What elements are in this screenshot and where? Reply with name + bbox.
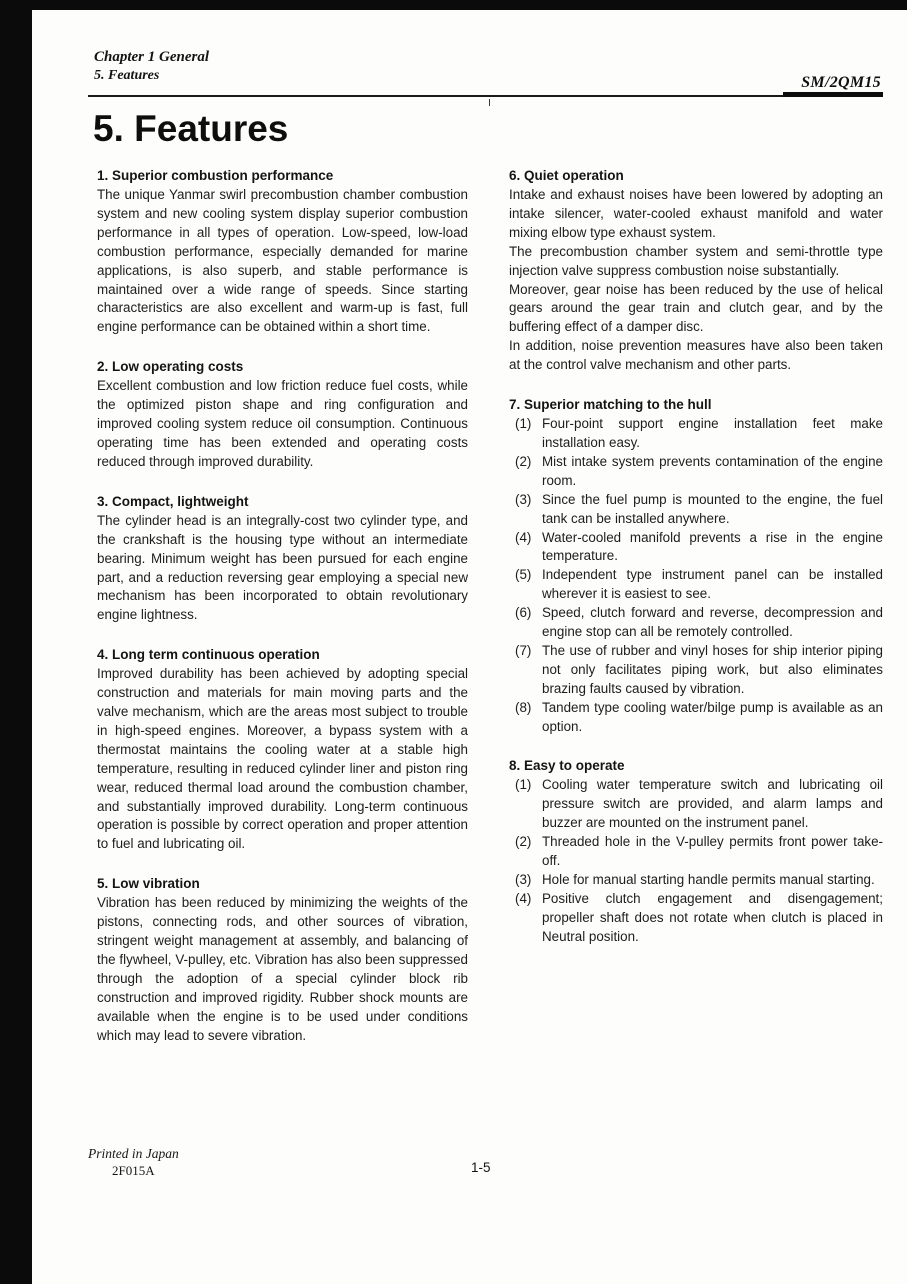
item-number: (4)	[515, 890, 532, 906]
numbered-item	[509, 871, 883, 890]
page-title: 5. Features	[93, 108, 289, 149]
section-paragraph: The unique Yanmar swirl precombustion chamber combustion system and new cooling system display superior combustion performance in all types of operation. Low-speed, low-load combustion performance, especially demanded for marine applications, is also superb, and stable performance is maintained over a wide range of speeds. Since starting characteristics are also excellent and warm-up is fast, full engine performance can be obtained within a short time.	[97, 187, 468, 335]
section-heading: 3. Compact, lightweight	[97, 493, 249, 509]
section-paragraph: Vibration has been reduced by minimizing the weights of the pistons, connecting rods, and other sources of vibration, stringent weight management at assembly, and balancing of the flywheel, V-pulley, etc. Vibration has also been suppressed through the adoption of a special cylinder block rib construction and improved rigidity. Rubber shock mounts are available when the engine is to be used under conditions which may lead to severe vibration.	[97, 895, 468, 1043]
numbered-item	[509, 776, 883, 833]
section	[97, 645, 468, 854]
item-text: Four-point support engine installation feet make installation easy.	[542, 416, 883, 450]
numbered-item	[509, 566, 883, 604]
item-number: (2)	[515, 834, 532, 850]
header-rule-thick-segment	[783, 92, 883, 97]
page-header	[94, 48, 883, 91]
item-text: The use of rubber and vinyl hoses for ship interior piping not only facilitates piping work, but also eliminates brazing faults caused by vibration.	[542, 642, 883, 696]
section-subtitle: 5. Features	[94, 68, 160, 83]
numbered-item	[509, 642, 883, 699]
section-paragraph: Improved durability has been achieved by adopting special construction and materials for main moving parts and the valve mechanism, which are the areas most subject to trouble in high-speed engines. Moreover, a bypass system with a thermostat maintains the cooling water at a stable high temperature, resulting in reduced cylinder liner and piston ring wear, reduced thermal load around the combustion chamber, and substantially improved durability. Long-term continuous operation is possible by correct operation and proper attention to fuel and lubricating oil.	[97, 666, 468, 852]
item-text: Speed, clutch forward and reverse, decompression and engine stop can all be remotely controlled.	[542, 605, 883, 640]
section-paragraph: Moreover, gear noise has been reduced by the use of helical gears around the gear train and clutch gear, and by the buffering effect of a damper disc.	[509, 281, 883, 335]
center-tick-mark	[489, 99, 490, 106]
section	[97, 492, 468, 625]
section-heading: 8. Easy to operate	[509, 758, 625, 774]
numbered-item	[509, 604, 883, 642]
section	[509, 166, 883, 375]
print-code: 2F015A	[112, 1163, 155, 1178]
item-number: (4)	[515, 529, 532, 545]
scan-edge-left	[0, 0, 32, 1284]
section-paragraph: Excellent combustion and low friction reduce fuel costs, while the optimized piston shape and ring configuration and improved cooling system reduce oil consumption. Continuous operating time has been extended and operating costs reduced through improved durability.	[97, 378, 468, 469]
item-number: (8)	[515, 699, 532, 715]
chapter-title: Chapter 1 General	[94, 49, 210, 65]
item-text: Cooling water temperature switch and lubricating oil pressure switch are provided, and alarm lamps and buzzer are mounted on the instrument panel.	[542, 777, 883, 831]
content-columns	[97, 166, 883, 1066]
section	[509, 756, 883, 946]
section	[509, 395, 883, 736]
section	[97, 166, 468, 337]
numbered-item	[509, 833, 883, 871]
item-text: Hole for manual starting handle permits manual starting.	[542, 872, 875, 887]
numbered-item	[509, 491, 883, 529]
numbered-item	[509, 453, 883, 491]
doc-code: SM/2QM15	[801, 74, 881, 91]
section-paragraph: In addition, noise prevention measures have also been taken at the control valve mechanism and other parts.	[509, 338, 883, 373]
section-heading: 6. Quiet operation	[509, 168, 624, 183]
item-number: (1)	[515, 777, 532, 793]
section-paragraph: Intake and exhaust noises have been lowered by adopting an intake silencer, water-cooled exhaust manifold and water mixing elbow type exhaust system.	[509, 187, 883, 240]
item-number: (3)	[515, 872, 532, 887]
item-number: (2)	[515, 453, 532, 469]
section-heading: 2. Low operating costs	[97, 359, 244, 375]
item-text: Mist intake system prevents contamination of the engine room.	[542, 453, 883, 488]
item-number: (1)	[515, 416, 532, 432]
header-rule	[88, 95, 883, 97]
item-number: (5)	[515, 567, 532, 583]
section-heading: 7. Superior matching to the hull	[509, 397, 712, 413]
section-paragraph: The precombustion chamber system and semi-throttle type injection valve suppress combustion noise substantially.	[509, 243, 883, 278]
numbered-item	[509, 529, 883, 567]
scan-edge-top	[0, 0, 907, 10]
section-heading: 1. Superior combustion performance	[97, 168, 334, 183]
section-heading: 4. Long term continuous operation	[97, 647, 320, 663]
item-number: (3)	[515, 491, 532, 507]
page-number: 1-5	[471, 1160, 491, 1175]
item-text: Water-cooled manifold prevents a rise in the engine temperature.	[542, 529, 883, 564]
section-paragraph: The cylinder head is an integrally-cost two cylinder type, and the crankshaft is the housing type without an intermediate bearing. Minimum weight has been pursued for each engine part, and a reduction reversing gear employing a special new mechanism has been incorporated to obtain revolutionary engine lightness.	[97, 512, 468, 623]
item-text: Independent type instrument panel can be installed wherever it is easiest to see.	[542, 567, 883, 602]
item-text: Since the fuel pump is mounted to the engine, the fuel tank can be installed anywhere.	[542, 491, 883, 526]
item-text: Positive clutch engagement and disengagement; propeller shaft does not rotate when clutch is placed in Neutral position.	[542, 890, 883, 944]
right-column	[509, 166, 883, 1066]
section	[97, 357, 468, 472]
item-text: Threaded hole in the V-pulley permits front power take-off.	[542, 834, 883, 869]
section-heading: 5. Low vibration	[97, 876, 200, 892]
printed-in-japan-label: Printed in Japan	[88, 1146, 179, 1161]
numbered-item	[509, 699, 883, 737]
section	[97, 874, 468, 1045]
item-text: Tandem type cooling water/bilge pump is available as an option.	[542, 699, 883, 734]
numbered-item	[509, 415, 883, 453]
left-column	[97, 166, 468, 1066]
numbered-item	[509, 890, 883, 947]
item-number: (7)	[515, 642, 532, 658]
item-number: (6)	[515, 605, 532, 621]
